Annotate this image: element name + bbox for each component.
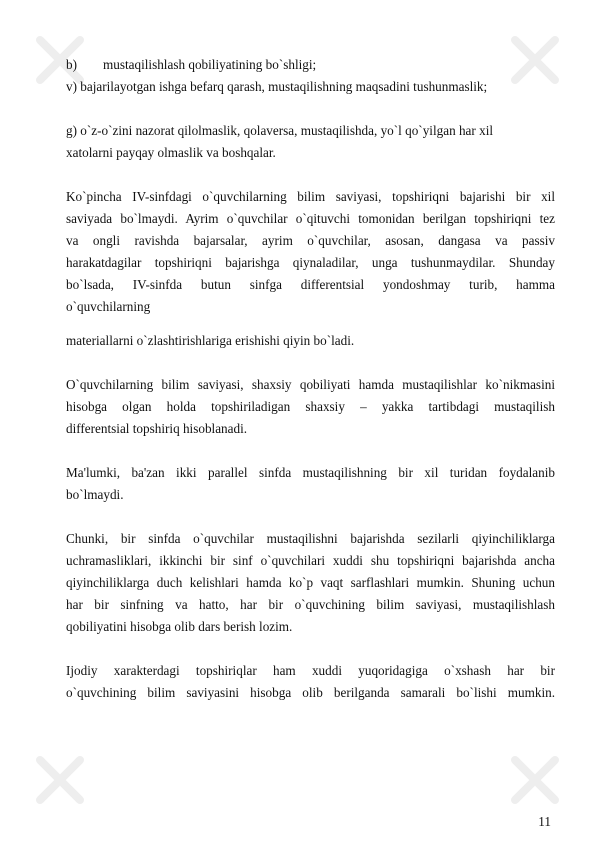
paragraph-line: bo`lsada, IV-sinfda butun sinfga differentsial yondoshmay turib, hamma [66, 277, 555, 292]
list-item-g-line1: g) o`z-o`zini nazorat qilolmaslik, qolaversa, mustaqilishda, yo`l qo`yilgan har xil [66, 123, 494, 138]
paragraph-line: o`quvchining bilim saviyasini hisobga olib berilganda samarali bo`lishi mumkin. [66, 685, 555, 700]
paragraph-line: O`quvchilarning bilim saviyasi, shaxsiy qobiliyati hamda mustaqilishlar ko`nikmasini [66, 377, 555, 392]
list-item-g-line2: xatolarni payqay olmaslik va boshqalar. [66, 145, 276, 160]
paragraph-line: Ijodiy xarakterdagi topshiriqlar ham xuddi yuqoridagiga o`xshash har bir [66, 663, 555, 678]
document-page [66, 54, 555, 704]
paragraph-line: saviyada bo`lmaydi. Ayrim o`quvchilar o`qituvchi tomonidan berilgan topshiriqni tez [66, 211, 555, 226]
paragraph-line: uchramasliklari, ikkinchi bir sinf o`quvchilari xuddi shu topshiriqni bajarishda ancha [66, 553, 555, 568]
paragraph-1 [66, 186, 555, 318]
paragraph-3 [66, 462, 555, 506]
paragraph-line: har bir sinfning va hatto, har bir o`quvchining bilim saviyasi, mustaqilishlash [66, 597, 555, 612]
paragraph-line: Ko`pincha IV-sinfdagi o`quvchilarning bilim saviyasi, topshiriqni bajarishi bir xil [66, 189, 555, 204]
paragraph-5 [66, 660, 555, 704]
list-item-v: v) bajarilayotgan ishga befarq qarash, mustaqilishning maqsadini tushunmaslik; [66, 79, 488, 94]
page-number: 11 [538, 814, 551, 829]
paragraph-line: Chunki, bir sinfda o`quvchilar mustaqilishni bajarishda sezilarli qiyinchiliklarga [66, 531, 555, 546]
paragraph-line: va ongli ravishda bajarsalar, ayrim o`quvchilar, asosan, dangasa va passiv [66, 233, 555, 248]
paragraph-line: qobiliyatini hisobga olib dars berish lozim. [66, 619, 293, 634]
paragraph-4 [66, 528, 555, 638]
paragraph-2 [66, 374, 555, 440]
paragraph-line: bo`lmaydi. [66, 487, 124, 502]
paragraph-line: Ma'lumki, ba'zan ikki parallel sinfda mustaqilishning bir xil turidan foydalanib [66, 465, 555, 480]
paragraph-line: harakatdagilar topshiriqni bajarishga qiynaladilar, unga tushunmaydilar. Shunday [66, 255, 555, 270]
paragraph-line: differentsial topshiriq hisoblanadi. [66, 421, 248, 436]
paragraph-line: qiyinchiliklarga duch kelishlari hamda ko`p vaqt sarflashlari mumkin. Shuning uchun [66, 575, 555, 590]
paragraph-line: o`quvchilarning [66, 299, 151, 314]
paragraph-1b: materiallarni o`zlashtirishlariga erishishi qiyin bo`ladi. [66, 333, 355, 348]
list-marker-b: b) [66, 57, 77, 72]
list-item-b-text: mustaqilishlash qobiliyatining bo`shligi; [103, 57, 317, 72]
list-item-b [66, 54, 555, 76]
paragraph-line: hisobga olgan holda topshiriladigan shaxsiy – yakka tartibdagi mustaqilish [66, 399, 555, 414]
